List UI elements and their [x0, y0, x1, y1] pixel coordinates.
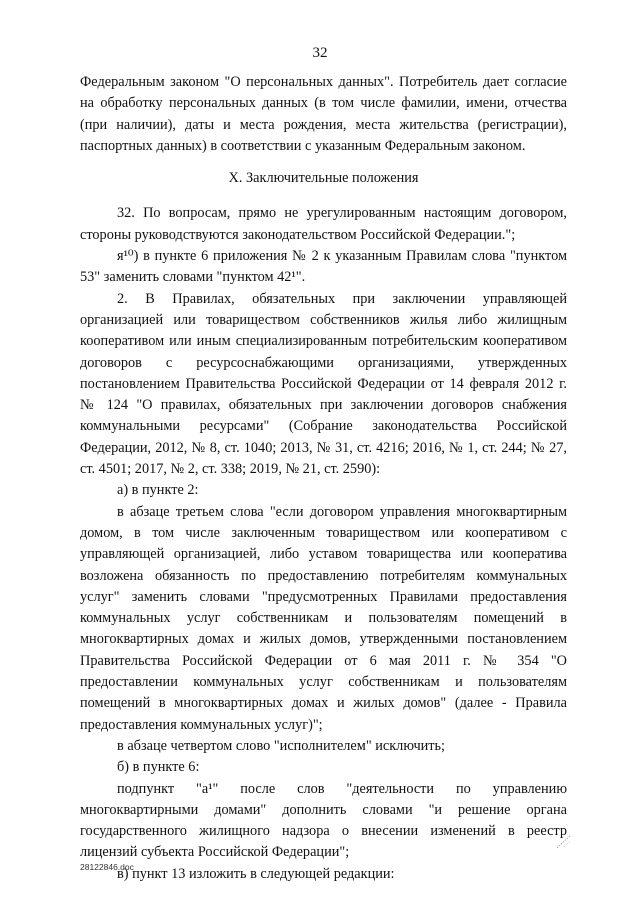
page-number: 32: [312, 45, 328, 61]
paragraph-subitem-v: в) пункт 13 изложить в следующей редакции:: [117, 865, 395, 882]
document-body: [80, 72, 567, 885]
footer-filename: 28122846.doc: [80, 862, 134, 872]
section-heading: X. Заключительные положения: [228, 170, 419, 187]
paragraph-podpunkt-a1: подпункт "а¹" после слов "деятельности по управлению многоквартирными домами" дополнить словами "и решение органа государственного жилищного надзора о внесении изменений в реестр лицензий субъекта Российской Федерации";: [80, 780, 567, 861]
paragraph-abzac-3: в абзаце третьем слова "если договором управления многоквартирным домом, в том числе заключенным товариществом или кооперативом с управляющей организацией, либо уставом товарищества или кооператива возложена обязанность по предоставлению потребителям коммунальных услуг" заменить словами "предусмотренных Правилами предоставления коммунальных услуг собственникам и пользователям помещений в многоквартирных домах и жилых домов, утвержденными постановлением Правительства Российской Федерации от 6 мая 2011 г. № 354 "О предоставлении коммунальных услуг собственникам и пользователям помещений в многоквартирных домах и жилых домов" (далее - Правила предоставления коммунальных услуг)";: [80, 503, 567, 733]
paragraph-subitem-a: а) в пункте 2:: [117, 482, 199, 499]
paragraph-clause-32: 32. По вопросам, прямо не урегулированным настоящим договором, стороны руководствуются законодательством Российской Федерации.";: [80, 205, 567, 243]
paragraph-continuation: Федеральным законом "О персональных данных". Потребитель дает согласие на обработку персональных данных (в том числе фамилии, имени, отчества (при наличии), даты и места рождения, места жительства (регистрации), паспортных данных) в соответствии с указанным Федеральным законом.: [80, 74, 567, 154]
paragraph-item-ya10: я¹⁰) в пункте 6 приложения № 2 к указанным Правилам слова "пунктом 53" заменить словами "пунктом 42¹".: [80, 248, 567, 286]
paragraph-subitem-b: б) в пункте 6:: [117, 759, 200, 776]
paragraph-abzac-4: в абзаце четвертом слово "исполнителем" исключить;: [117, 737, 446, 754]
handwritten-mark-icon: [555, 833, 573, 851]
paragraph-item-2: 2. В Правилах, обязательных при заключении управляющей организацией или товариществом собственников жилья либо жилищным кооперативом или иным специализированным потребительским кооперативом договоров с ресурсоснабжающими организациями, утвержденных постановлением Правительства Российской Федерации от 14 февраля 2012 г. № 124 "О правилах, обязательных при заключении договоров снабжения коммунальными ресурсами" (Собрание законодательства Российской Федерации, 2012, № 8, ст. 1040; 2013, № 31, ст. 4216; 2016, № 1, ст. 244; № 27, ст. 4501; 2017, № 2, ст. 338; 2019, № 21, ст. 2590):: [80, 290, 567, 478]
